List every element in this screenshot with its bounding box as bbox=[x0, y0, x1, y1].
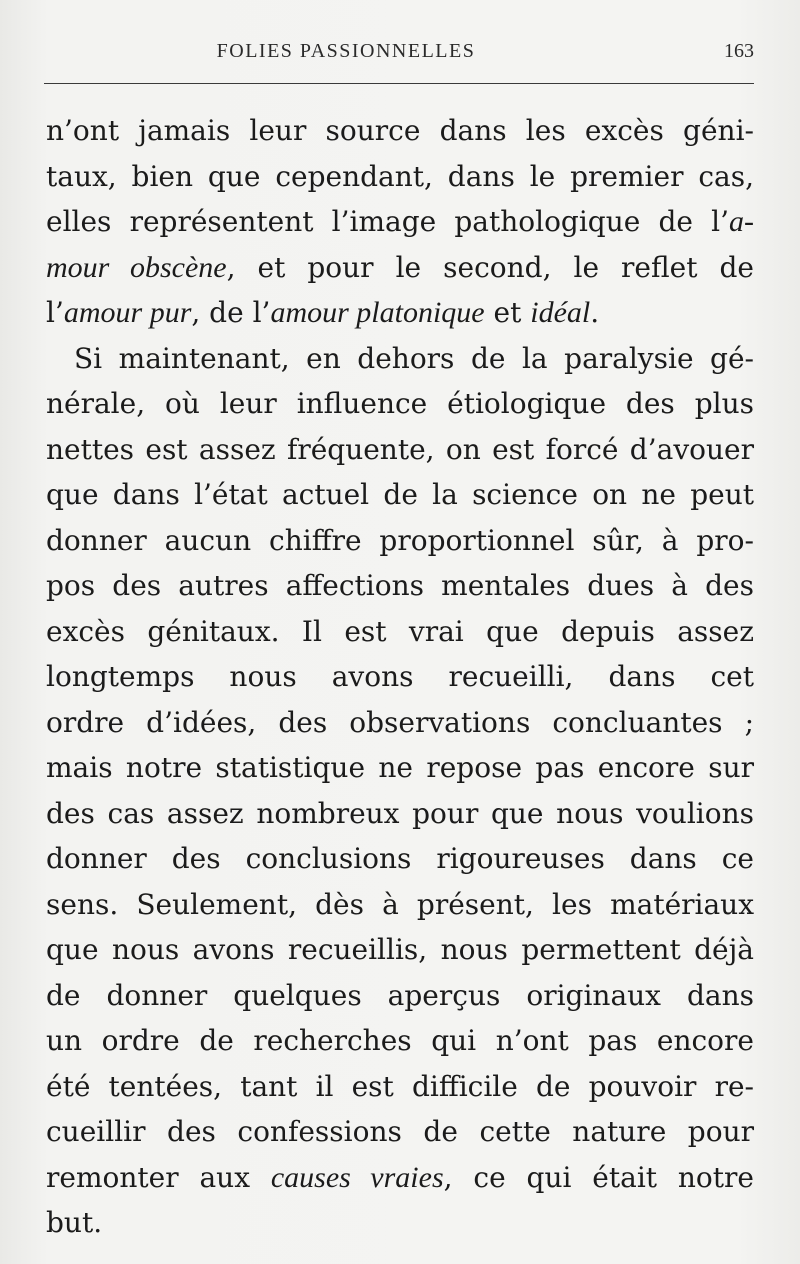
text-line bbox=[46, 199, 754, 245]
text-line bbox=[46, 1155, 754, 1201]
text-line bbox=[46, 700, 754, 746]
text-segment: , ce qui était notre bbox=[443, 1160, 754, 1194]
text-segment: . bbox=[590, 296, 600, 329]
text-segment: Si maintenant, en dehors de la paralysie gé- bbox=[74, 341, 754, 375]
text-line bbox=[46, 472, 754, 518]
text-segment: un ordre de recherches qui n’ont pas encore bbox=[46, 1024, 754, 1057]
text-line bbox=[46, 427, 754, 473]
text-line bbox=[46, 927, 754, 973]
text-line bbox=[46, 1064, 754, 1110]
text-segment: nettes est assez fréquente, on est forcé d’avouer bbox=[46, 432, 754, 466]
text-line bbox=[46, 882, 754, 928]
text-segment: remonter aux bbox=[46, 1160, 271, 1194]
text-line bbox=[46, 518, 754, 564]
italic-text: amour platonique bbox=[270, 296, 485, 329]
italic-text: mour obscène bbox=[46, 250, 227, 284]
text-segment: cueillir des confessions de cette nature pour bbox=[46, 1115, 754, 1148]
text-line bbox=[46, 973, 754, 1019]
text-line bbox=[46, 791, 754, 837]
text-line bbox=[46, 836, 754, 882]
text-segment: excès génitaux. Il est vrai que depuis assez bbox=[46, 614, 754, 648]
text-line bbox=[46, 245, 754, 291]
running-title: FOLIES PASSIONNELLES bbox=[216, 40, 476, 62]
italic-text: a- bbox=[729, 205, 754, 238]
text-line bbox=[46, 1109, 754, 1155]
text-line bbox=[46, 336, 754, 382]
text-segment: que nous avons recueillis, nous permettent déjà bbox=[46, 933, 754, 966]
text-line bbox=[46, 745, 754, 791]
text-segment: sens. Seulement, dès à présent, les matériaux bbox=[46, 887, 754, 921]
italic-text: amour pur bbox=[63, 296, 192, 329]
text-segment: pos des autres affections mentales dues à des bbox=[46, 569, 754, 602]
text-segment: mais notre statistique ne repose pas encore sur bbox=[46, 751, 754, 784]
text-segment: que dans l’état actuel de la science on ne peut bbox=[46, 478, 754, 511]
text-line bbox=[46, 609, 754, 655]
header-rule bbox=[44, 83, 754, 84]
page-header bbox=[46, 40, 754, 70]
text-segment: , et pour le second, le reflet de bbox=[226, 250, 754, 284]
text-segment: but. bbox=[46, 1206, 103, 1239]
text-line bbox=[46, 154, 754, 200]
text-segment: des cas assez nombreux pour que nous voulions bbox=[46, 796, 754, 830]
text-segment: nérale, où leur influence étiologique des plus bbox=[46, 387, 754, 420]
text-line bbox=[46, 654, 754, 700]
text-segment: donner aucun chiffre proportionnel sûr, à pro- bbox=[46, 523, 754, 557]
italic-text: idéal bbox=[530, 296, 591, 329]
text-segment: et bbox=[484, 296, 531, 329]
text-line bbox=[46, 381, 754, 427]
text-segment: l’ bbox=[46, 296, 64, 329]
text-segment: , de l’ bbox=[191, 296, 271, 329]
text-segment: de donner quelques aperçus originaux dans bbox=[46, 978, 754, 1012]
text-line bbox=[46, 290, 754, 336]
text-segment: longtemps nous avons recueilli, dans cet bbox=[46, 660, 754, 693]
text-segment: donner des conclusions rigoureuses dans ce bbox=[46, 842, 754, 875]
text-line bbox=[46, 563, 754, 609]
text-line bbox=[46, 108, 754, 154]
text-line bbox=[46, 1018, 754, 1064]
text-segment: taux, bien que cependant, dans le premier cas, bbox=[46, 159, 754, 193]
text-segment: elles représentent l’image pathologique de l’ bbox=[46, 205, 729, 238]
text-line bbox=[46, 1200, 754, 1246]
text-segment: été tentées, tant il est difficile de pouvoir re- bbox=[46, 1069, 754, 1103]
italic-text: causes vraies bbox=[270, 1160, 444, 1194]
page-number: 163 bbox=[724, 40, 754, 62]
text-segment: n’ont jamais leur source dans les excès géni- bbox=[46, 114, 754, 147]
text-segment: ordre d’idées, des observations concluantes ; bbox=[46, 705, 754, 739]
body-text bbox=[46, 108, 754, 1246]
